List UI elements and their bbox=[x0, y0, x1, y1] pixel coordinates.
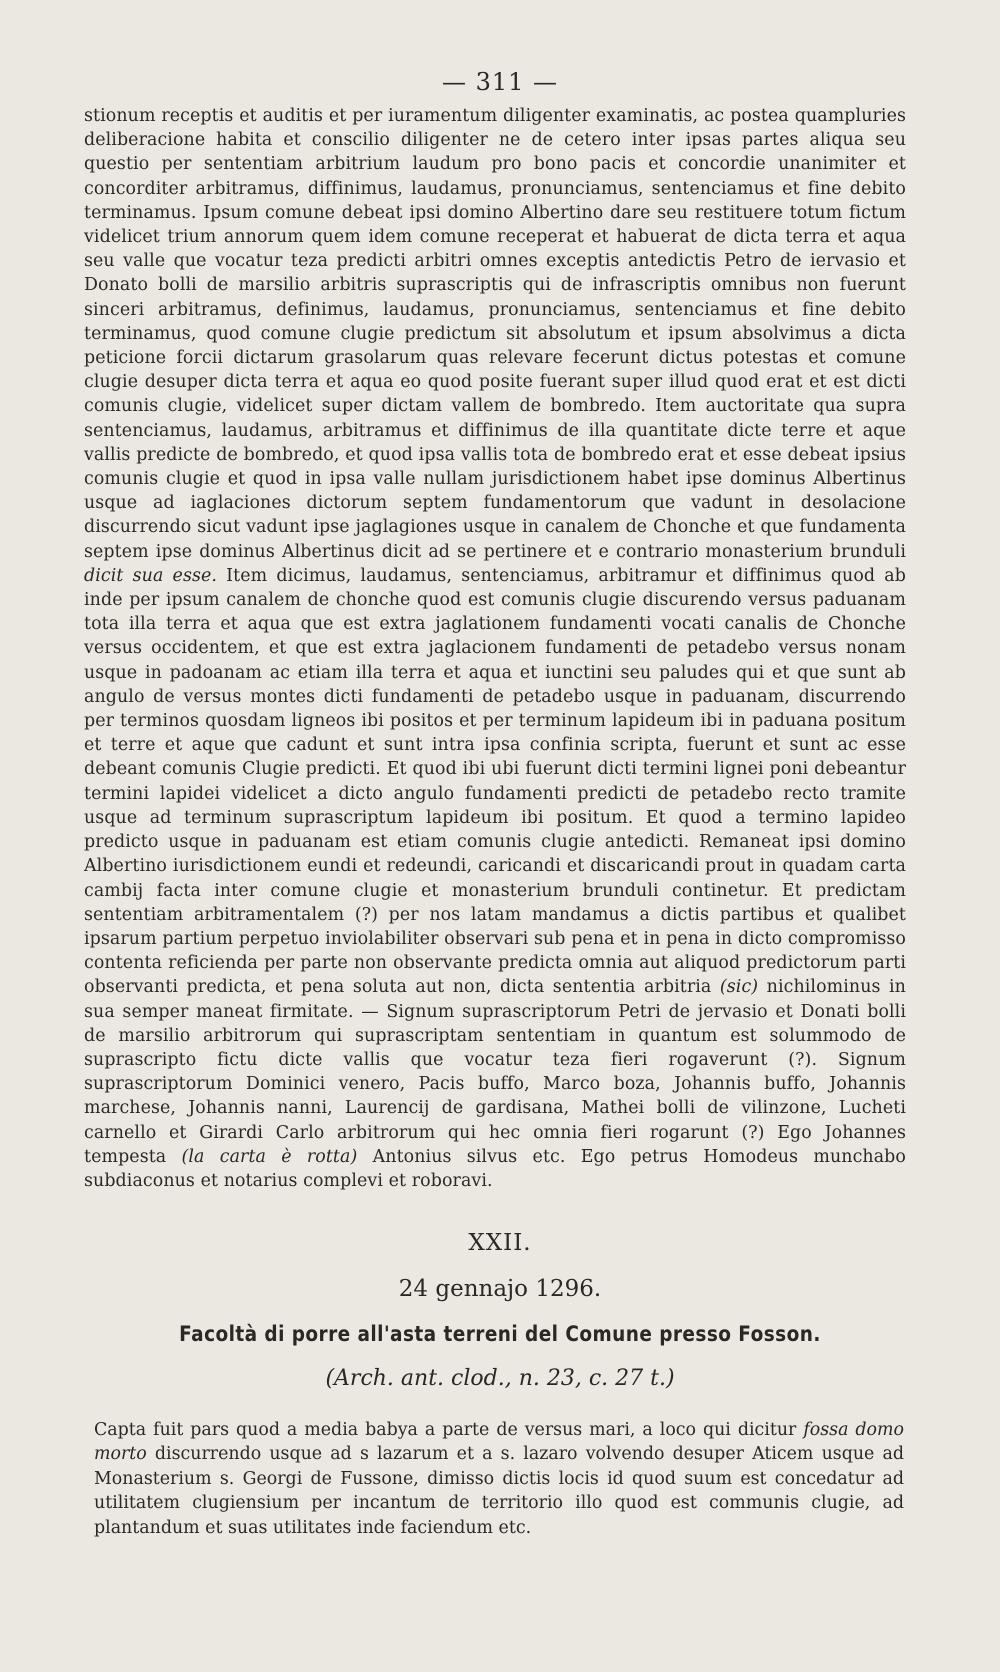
paragraph-text: nichilominus in sua semper maneat firmitate. — Signum suprascriptorum Petri de jervasio et Donati bolli de marsilio arbitrorum qui suprascriptam sententiam in quantum est solummodo de suprascripto fictu dicte vallis que vocatur teza fieri rogaverunt (?). Signum suprascriptorum Dominici venero, Pacis buffo, Marco boza, Johannis buffo, Johannis marchese, Johannis nanni, Laurencij de gardisana, Mathei bolli de vilinzone, Lucheti carnello et Girardi Carlo arbitrorum qui hec omnia fieri rogarunt (?) Ego Johannes tempesta bbox=[84, 977, 906, 1167]
page-number: — 311 — bbox=[441, 68, 559, 96]
document-source: (Arch. ant. clod., n. 23, c. 27 t.) bbox=[325, 1366, 675, 1391]
body-paragraph bbox=[84, 104, 906, 1193]
document-text bbox=[94, 1418, 904, 1540]
italic-place-name: fossa domo morto bbox=[94, 1420, 904, 1465]
editorial-note: (la carta è rotta) bbox=[181, 1146, 358, 1167]
paragraph-text: Antonius silvus etc. Ego petrus Homodeus munchabo subdiaconus et notarius complevi et roboravi. bbox=[84, 1146, 906, 1191]
paragraph-text: discurrendo usque ad s lazarum et a s. lazaro volvendo desuper Aticem usque ad Monasterium s. Georgi de Fussone, dimisso dictis locis id quod suum est concedatur ad utilitatem clugiensium per incantum de territorio illo quod est communis clugie, ad plantandum et suas utilitates inde faciendum etc. bbox=[94, 1444, 904, 1538]
document-date: 24 gennajo 1296. bbox=[398, 1276, 602, 1302]
document-title: Facoltà di porre all'asta terreni del Comune presso Fosson. bbox=[179, 1322, 821, 1346]
document-paragraph bbox=[94, 1418, 904, 1540]
italic-phrase: dicit sua esse. bbox=[84, 565, 218, 586]
continued-document-text bbox=[84, 104, 906, 1193]
document-number: XXII. bbox=[468, 1230, 532, 1256]
sic-note: (sic) bbox=[719, 977, 759, 998]
paragraph-text: stionum receptis et auditis et per iuramentum diligenter examinatis, ac postea quampluries deliberacione habita et conscilio diligenter ne de cetero inter ipsas partes aliqua seu questio per sententiam arbitrium laudum pro bono pacis et concordie unanimiter et concorditer arbitramus, diffinimus, laudamus, pronunciamus, sentenciamus et fine debito terminamus. Ipsum comune debeat ipsi domino Albertino dare seu restituere totum fictum videlicet trium annorum quem idem comune receperat et habuerat de dicta terra et aqua seu valle que vocatur teza predicti arbitri omnes exceptis antedictis Petro de iervasio et Donato bolli de marsilio arbitris suprascriptis qui de infrascriptis omnibus non fuerunt sinceri arbitramus, definimus, laudamus, pronunciamus, sentenciamus et fine debito terminamus, quod comune clugie predictum sit absolutum et ipsum absolvimus a dicta peticione forcii dictarum grasolarum quas relevare fecerunt dictus potestas et comune clugie desuper dicta terra et aqua eo quod posite fuerant super illud quod erat et est dicti comunis clugie, videlicet super dictam vallem de bombredo. Item auctoritate qua supra sentenciamus, laudamus, arbitramus et diffinimus de illa quantitate dicte terre et aque vallis predicte de bombredo, et quod ipsa vallis tota de bombredo erat et esse debeat ipsius comunis clugie et quod in ipsa valle nullam jurisdictionem habet ipse dominus Albertinus usque ad iaglaciones dictorum septem fundamentorum que vadunt in desolacione discurrendo sicut vadunt ipse jaglagiones usque in canalem de Chonche et que fundamenta septem ipse dominus Albertinus dicit ad se pertinere et e contrario monasterium brunduli bbox=[84, 106, 906, 562]
paragraph-text: Capta fuit pars quod a media babya a parte de versus mari, a loco qui dicitur bbox=[94, 1420, 797, 1440]
paragraph-text: Item dicimus, laudamus, sentenciamus, arbitramur et diffinimus quod ab inde per ipsum canalem de chonche quod est comunis clugie discurendo versus paduanam tota illa terra et aqua que est extra jaglationem fundamenti vocati canalis de Chonche versus occidentem, et que est extra jaglacionem fundamenti de petadebo versus nonam usque in padoanam ac etiam illa terra et aqua et iunctini seu paludes qui et que sunt ab angulo de versus montes dicti fundamenti de petadebo usque in paduanam, discurrendo per terminos quosdam ligneos ibi positos et per terminum lapideum ibi in paduana positum et terre et aque que cadunt et sunt intra ipsa confinia scripta, fuerunt et sunt ac esse debeant comunis Clugie predicti. Et quod ibi ubi fuerunt dicti termini lignei poni debeantur termini lapidei videlicet a dicto angulo fundamenti predicti de petadebo recto tramite usque ad terminum suprascriptum lapideum ibi positum. Et quod a termino lapideo predicto usque in paduanam est etiam comunis clugie antedicti. Remaneat ipsi domino Albertino iurisdictionem eundi et redeundi, caricandi et discaricandi prout in quadam carta cambij facta inter comune clugie et monasterium brunduli continetur. Et predictam sententiam arbitramentalem (?) per nos latam mandamus a dictis partibus et qualibet ipsarum partium perpetuo inviolabiliter observari sub pena et in pena in dicto compromisso contenta reficienda per parte non observante predicta omnia aut aliquod predictorum parti observanti predicta, et pena soluta aut non, dicta sententia arbitria bbox=[84, 565, 906, 998]
